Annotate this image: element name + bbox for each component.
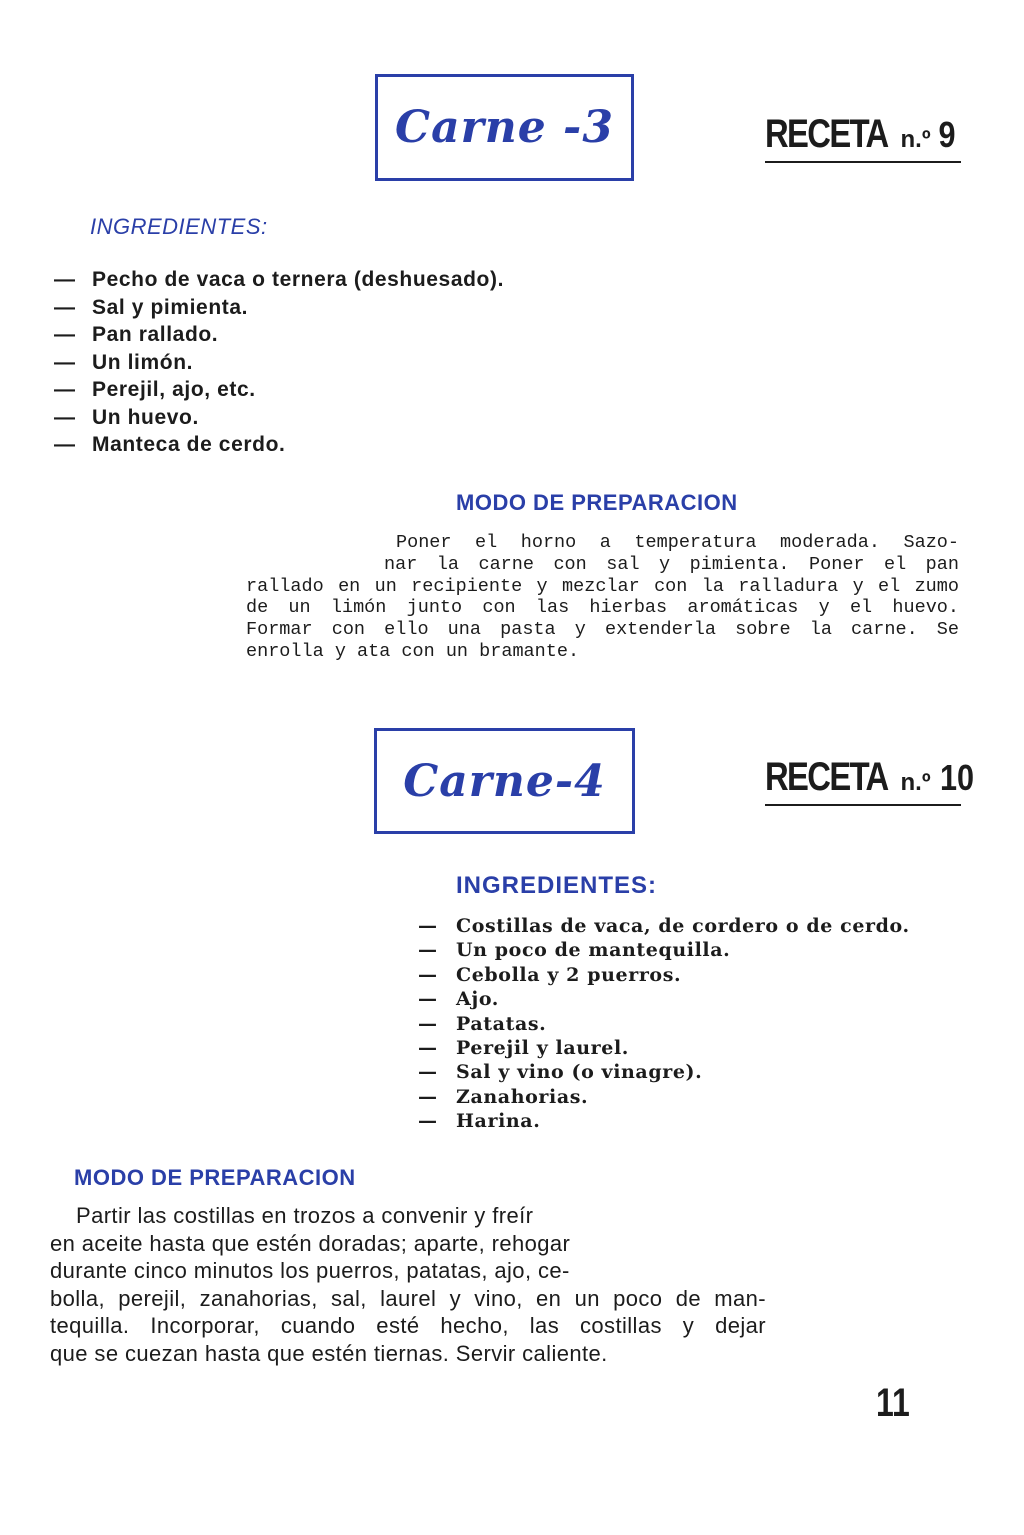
page-number: 11 <box>876 1381 910 1425</box>
paragraph-line: durante cinco minutos los puerros, patatas, ajo, ce- <box>50 1258 570 1284</box>
paragraph-line: tequilla. Incorporar, cuando esté hecho, las costillas y dejar <box>50 1313 766 1339</box>
list-item: — Sal y vino (o vinagre). <box>418 1061 703 1084</box>
recipe-10-preparation-heading: MODO DE PREPARACION <box>74 1165 356 1190</box>
recipe-9-title: Carne -3 <box>395 102 614 153</box>
recipe-10-preparation-text <box>50 1202 766 1368</box>
list-item: — Costillas de vaca, de cordero o de cerdo. <box>418 915 910 937</box>
list-item: — Zanahorias. <box>418 1085 589 1108</box>
recipe-10-number-heading <box>765 755 974 806</box>
recipe-9-ingredients-heading: INGREDIENTES: <box>90 214 268 239</box>
list-item: — Ajo. <box>418 988 499 1011</box>
recipe-abbr: n.º <box>900 126 931 153</box>
paragraph-line: bolla, perejil, zanahorias, sal, laurel y vino, en un poco de man- <box>50 1285 766 1311</box>
list-item: — Un limón. <box>54 350 194 374</box>
recipe-9-preparation-text <box>246 532 959 663</box>
list-item: — Un huevo. <box>54 405 199 429</box>
list-item: — Harina. <box>418 1110 541 1133</box>
paragraph-line: rallado en un recipiente y mezclar con la ralladura y el zumo <box>246 575 959 597</box>
recipe-10-title-box <box>374 728 635 834</box>
list-item: — Un poco de mantequilla. <box>418 939 731 962</box>
list-item: — Pan rallado. <box>54 323 219 346</box>
paragraph-line: que se cuezan hasta que estén tiernas. Servir caliente. <box>50 1340 608 1366</box>
recipe-number: 10 <box>939 757 974 798</box>
recipe-9-ingredients-list <box>54 266 504 459</box>
paragraph-line: Formar con ello una pasta y extenderla sobre la carne. Se <box>246 619 959 641</box>
list-item: — Pecho de vaca o ternera (deshuesado). <box>54 268 505 291</box>
paragraph-line: en aceite hasta que estén doradas; aparte, rehogar <box>50 1230 571 1256</box>
recipe-10-ingredients-heading: INGREDIENTES: <box>456 872 658 899</box>
list-item: — Manteca de cerdo. <box>54 433 286 456</box>
recipe-label: RECETA <box>765 755 888 799</box>
paragraph-line: enrolla y ata con un bramante. <box>246 640 580 662</box>
recipe-9-title-box <box>375 74 634 181</box>
paragraph-line: de un limón junto con las hierbas aromáticas y el huevo. <box>246 597 959 619</box>
paragraph-line: Poner el horno a temperatura moderada. Sazo- <box>396 532 959 553</box>
recipe-9-number-heading <box>765 112 961 163</box>
list-item: — Perejil y laurel. <box>418 1037 630 1060</box>
list-item: — Cebolla y 2 puerros. <box>418 963 682 986</box>
list-item: — Patatas. <box>418 1012 547 1035</box>
recipe-number: 9 <box>938 114 956 155</box>
paragraph-line: Partir las costillas en trozos a convenir y freír <box>76 1203 534 1228</box>
recipe-9-preparation-heading: MODO DE PREPARACION <box>456 490 738 515</box>
list-item: — Sal y pimienta. <box>54 295 249 319</box>
recipe-10-ingredients-list <box>418 914 910 1134</box>
recipe-abbr: n.º <box>900 769 931 796</box>
list-item: — Perejil, ajo, etc. <box>54 378 256 401</box>
paragraph-line: nar la carne con sal y pimienta. Poner el pan <box>384 553 959 575</box>
recipe-label: RECETA <box>765 112 888 156</box>
recipe-10-title: Carne-4 <box>403 755 606 807</box>
